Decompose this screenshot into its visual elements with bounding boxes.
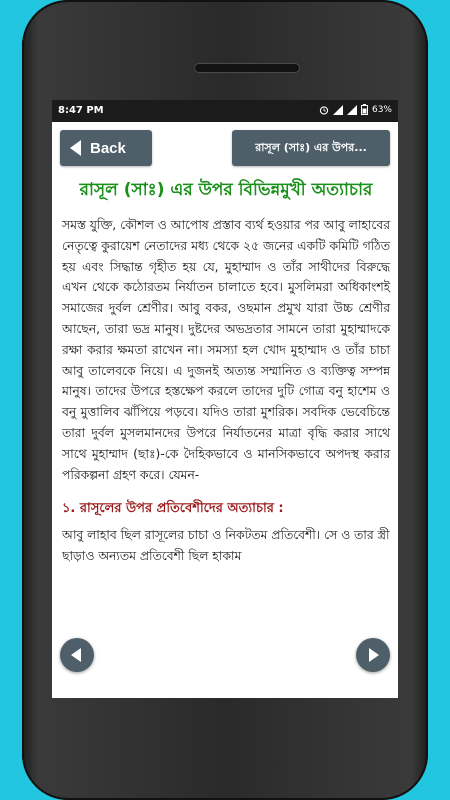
next-page-button[interactable] [356,638,390,672]
article-content[interactable] [52,174,398,698]
section-heading: ১. রাসূলের উপর প্রতিবেশীদের অত্যাচার : [62,501,284,517]
signal-icon [333,105,343,115]
previous-page-button[interactable] [60,638,94,672]
chevron-right-icon [369,648,379,662]
article-body: সমস্ত যুক্তি, কৌশল ও আপোষ প্রস্তাব ব্যর্থ হওয়ার পর আবু লাহাবের নেতৃত্বে কুরায়েশ নেতাদের মধ্য থেকে ২৫ জনের একটি কমিটি গঠিত হয় এবং সিদ্ধান্ত গৃহীত হয় যে, মুহাম্মাদ ও তাঁর সাথীদের বিরুদ্ধে এখন থেকে কঠোরতম নির্যাতন চালাতে হবে। মুসলিমরা অধিকাংশই সমাজের দুর্বল শ্রেণীর। আবু বকর, ওছমান প্রমুখ যারা উচ্চ শ্রেণীর আছেন, তারা ভদ্র মানুষ। দুষ্টদের অভদ্রতার সামনে তারা মুহাম্মাদকে রক্ষা করার ক্ষমতা রাখেন না। সমস্যা হল খোদ মুহাম্মাদ ও তাঁর চাচা আবু তালেবকে নিয়ে। এ দুজনই অত্যন্ত সম্মানিত ও ব্যক্তিত্ব সম্পন্ন মানুষ। তাদের উপরে হস্তক্ষেপ করলে তাদের দুটি গোত্র বনু হাশেম ও বনু মুত্তালিব ঝাঁপিয়ে পড়বে। যদিও তারা মুশরিক। সবদিক ভেবেচিন্তে তারা দুর্বল মুসলমানদের উপরে নির্যাতনের মাত্রা বৃদ্ধি করার সাথে সাথে মুহাম্মাদ (ছাঃ)-কে দৈহিকভাবে ও মানসিকভাবে অপদস্থ করার পরিকল্পনা গ্রহণ করে। যেমন- [62,218,390,482]
back-button-label: Back [90,139,126,157]
back-button[interactable] [60,130,152,166]
signal-icon [347,105,357,115]
chevron-left-icon [71,648,81,662]
status-time: 8:47 PM [58,105,104,116]
app-toolbar [52,122,398,174]
back-arrow-icon [70,140,81,156]
battery-level: 63% [371,104,392,115]
chapter-title-button[interactable] [232,130,390,166]
status-bar [52,100,398,122]
status-icons [319,104,392,115]
article-title: রাসূল (সাঃ) এর উপর বিভিন্নমুখী অত্যাচার [79,180,373,200]
chapter-title-label: রাসূল (সাঃ) এর উপর... [255,140,367,154]
section-text: আবু লাহাব ছিল রাসূলের চাচা ও নিকটতম প্রতিবেশী। সে ও তার স্ত্রী ছাড়াও অন্যতম প্রতিবেশী ছিল হাকাম [62,528,390,564]
battery-icon [361,104,368,115]
alarm-icon [319,105,329,115]
app-screen [52,100,398,698]
phone-speaker [195,64,299,72]
